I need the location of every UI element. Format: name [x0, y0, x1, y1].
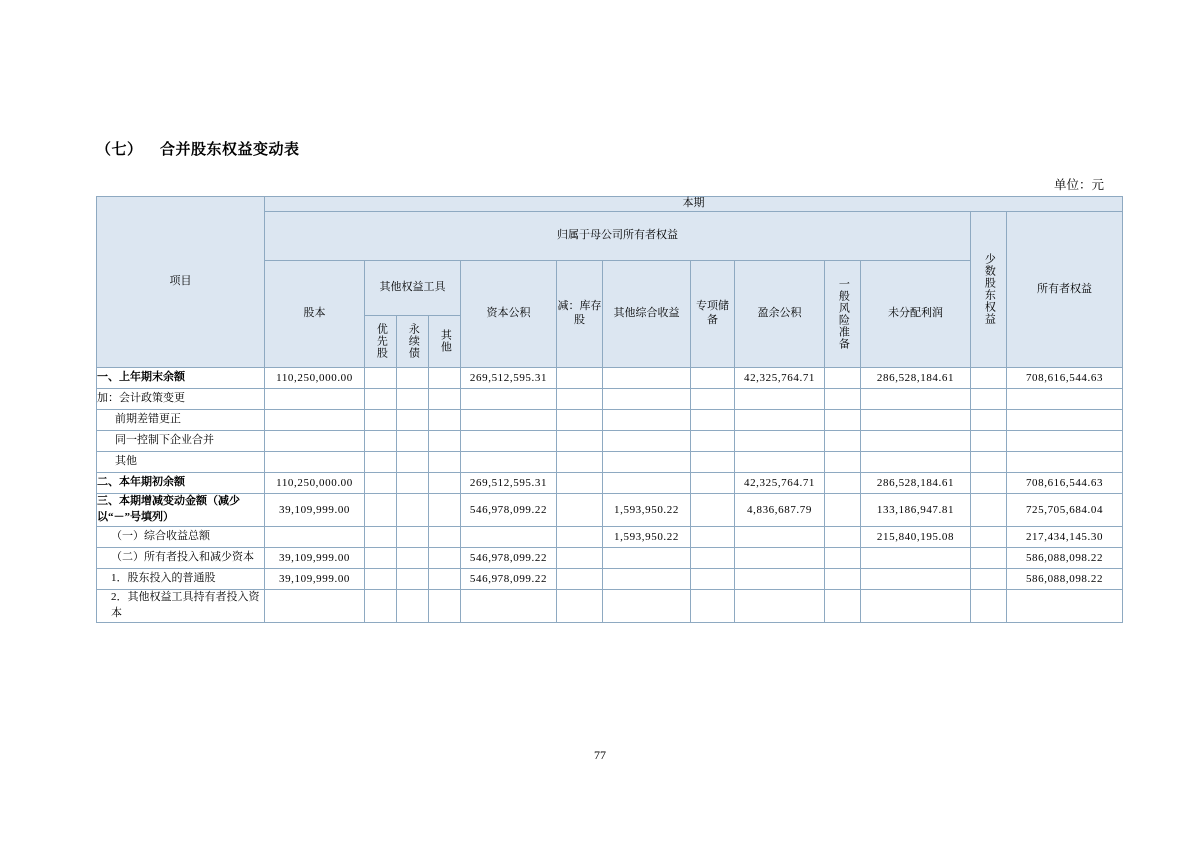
row-value: 708,616,544.63 — [1007, 368, 1123, 389]
section-number: （七） — [96, 142, 143, 158]
row-label: （一）综合收益总额 — [97, 526, 265, 547]
row-value — [825, 568, 861, 589]
row-value — [825, 431, 861, 452]
row-value — [265, 410, 365, 431]
row-value — [971, 589, 1007, 622]
row-value — [461, 526, 557, 547]
table-header — [97, 197, 1123, 368]
row-value: 546,978,099.22 — [461, 494, 557, 527]
row-label: 加：会计政策变更 — [97, 389, 265, 410]
row-value — [603, 547, 691, 568]
table-row — [97, 389, 1123, 410]
row-value — [691, 494, 735, 527]
header-preferred-shares: 优先股 — [365, 315, 397, 367]
row-value — [429, 368, 461, 389]
equity-change-table — [96, 196, 1123, 623]
row-value — [1007, 589, 1123, 622]
header-minority-interest: 少数股东权益 — [971, 211, 1007, 367]
row-label: 2．其他权益工具持有者投入资本 — [97, 589, 265, 622]
header-item: 项目 — [97, 197, 265, 368]
row-value — [603, 452, 691, 473]
row-value — [971, 410, 1007, 431]
row-value — [825, 589, 861, 622]
table-row — [97, 494, 1123, 527]
row-label: （二）所有者投入和减少资本 — [97, 547, 265, 568]
row-value: 4,836,687.79 — [735, 494, 825, 527]
row-value: 708,616,544.63 — [1007, 473, 1123, 494]
row-label: 一、上年期末余额 — [97, 368, 265, 389]
row-value: 133,186,947.81 — [861, 494, 971, 527]
row-value: 110,250,000.00 — [265, 473, 365, 494]
row-value — [429, 547, 461, 568]
row-value — [397, 368, 429, 389]
row-value — [825, 452, 861, 473]
row-value — [265, 389, 365, 410]
row-value — [429, 473, 461, 494]
row-value — [825, 368, 861, 389]
row-value — [429, 526, 461, 547]
row-value — [691, 547, 735, 568]
row-value — [691, 389, 735, 410]
row-value: 1,593,950.22 — [603, 526, 691, 547]
row-value — [557, 568, 603, 589]
row-value — [825, 389, 861, 410]
row-value — [365, 526, 397, 547]
page-number: 77 — [594, 748, 606, 762]
row-value — [971, 568, 1007, 589]
row-value — [861, 568, 971, 589]
row-value: 39,109,999.00 — [265, 568, 365, 589]
row-label: 同一控制下企业合并 — [97, 431, 265, 452]
row-value: 546,978,099.22 — [461, 547, 557, 568]
row-value — [861, 452, 971, 473]
row-value — [691, 568, 735, 589]
row-value — [365, 389, 397, 410]
row-value — [735, 389, 825, 410]
row-value: 546,978,099.22 — [461, 568, 557, 589]
row-value — [825, 547, 861, 568]
row-value — [861, 431, 971, 452]
row-value — [461, 452, 557, 473]
row-value — [265, 589, 365, 622]
row-value — [603, 431, 691, 452]
header-other-instruments: 其他 — [429, 315, 461, 367]
section-title: 合并股东权益变动表 — [160, 142, 300, 158]
row-value: 110,250,000.00 — [265, 368, 365, 389]
row-value: 269,512,595.31 — [461, 368, 557, 389]
table-row — [97, 568, 1123, 589]
row-value — [691, 589, 735, 622]
row-value: 269,512,595.31 — [461, 473, 557, 494]
header-owners-equity: 所有者权益 — [1007, 211, 1123, 367]
row-value — [557, 547, 603, 568]
table-body — [97, 368, 1123, 623]
row-value — [603, 410, 691, 431]
row-value: 39,109,999.00 — [265, 547, 365, 568]
row-value — [397, 410, 429, 431]
row-value — [971, 526, 1007, 547]
table-row — [97, 368, 1123, 389]
header-undistributed-profit: 未分配利润 — [861, 260, 971, 367]
row-value — [735, 431, 825, 452]
row-value: 286,528,184.61 — [861, 473, 971, 494]
row-label: 三、本期增减变动金额（减少以“－”号填列） — [97, 494, 265, 527]
row-value — [691, 368, 735, 389]
row-value — [365, 431, 397, 452]
row-value — [429, 410, 461, 431]
row-label: 其他 — [97, 452, 265, 473]
row-value — [557, 452, 603, 473]
row-value — [429, 389, 461, 410]
header-share-capital: 股本 — [265, 260, 365, 367]
page-title — [96, 138, 300, 159]
row-value — [735, 410, 825, 431]
header-capital-reserve: 资本公积 — [461, 260, 557, 367]
row-value — [365, 589, 397, 622]
row-value — [603, 389, 691, 410]
row-value — [397, 452, 429, 473]
row-value — [971, 494, 1007, 527]
row-value — [397, 473, 429, 494]
row-value — [397, 389, 429, 410]
row-value — [429, 589, 461, 622]
row-value — [603, 568, 691, 589]
row-value — [971, 473, 1007, 494]
row-value — [557, 589, 603, 622]
row-value — [461, 389, 557, 410]
header-row-period — [97, 197, 1123, 212]
row-value — [557, 526, 603, 547]
row-value — [825, 494, 861, 527]
row-value — [861, 589, 971, 622]
table-row — [97, 452, 1123, 473]
row-value — [461, 431, 557, 452]
row-label: 1．股东投入的普通股 — [97, 568, 265, 589]
row-value: 42,325,764.71 — [735, 368, 825, 389]
row-value — [735, 547, 825, 568]
row-value — [265, 452, 365, 473]
row-value — [429, 568, 461, 589]
row-value — [691, 473, 735, 494]
row-value — [861, 410, 971, 431]
row-label: 前期差错更正 — [97, 410, 265, 431]
row-value — [861, 389, 971, 410]
header-perpetual-bonds: 永续债 — [397, 315, 429, 367]
row-value — [971, 389, 1007, 410]
row-value — [861, 547, 971, 568]
row-value — [825, 526, 861, 547]
row-value — [1007, 389, 1123, 410]
row-value — [603, 368, 691, 389]
header-other-equity-instruments: 其他权益工具 — [365, 260, 461, 315]
table-row — [97, 473, 1123, 494]
row-value — [1007, 410, 1123, 431]
row-value — [603, 473, 691, 494]
row-value — [735, 568, 825, 589]
table-row — [97, 526, 1123, 547]
row-label: 二、本年期初余额 — [97, 473, 265, 494]
table-row — [97, 547, 1123, 568]
row-value: 42,325,764.71 — [735, 473, 825, 494]
row-value — [691, 452, 735, 473]
row-value: 39,109,999.00 — [265, 494, 365, 527]
row-value — [365, 473, 397, 494]
row-value — [735, 589, 825, 622]
row-value — [1007, 431, 1123, 452]
row-value: 586,088,098.22 — [1007, 547, 1123, 568]
unit-label: 单位：元 — [1053, 178, 1104, 192]
header-period: 本期 — [265, 197, 1123, 212]
row-value — [365, 547, 397, 568]
row-value — [429, 431, 461, 452]
header-special-reserve: 专项储备 — [691, 260, 735, 367]
row-value — [557, 389, 603, 410]
row-value — [397, 526, 429, 547]
row-value — [557, 431, 603, 452]
row-value: 215,840,195.08 — [861, 526, 971, 547]
row-value — [557, 368, 603, 389]
row-value — [365, 368, 397, 389]
row-value: 1,593,950.22 — [603, 494, 691, 527]
row-value — [365, 494, 397, 527]
row-value — [461, 589, 557, 622]
row-value: 586,088,098.22 — [1007, 568, 1123, 589]
row-value — [971, 368, 1007, 389]
row-value — [365, 568, 397, 589]
row-value — [825, 410, 861, 431]
row-value — [397, 589, 429, 622]
row-value — [735, 452, 825, 473]
row-value — [397, 494, 429, 527]
row-value — [971, 431, 1007, 452]
row-value — [603, 589, 691, 622]
row-value — [429, 452, 461, 473]
row-value — [557, 494, 603, 527]
row-value — [971, 452, 1007, 473]
row-value — [691, 526, 735, 547]
row-value — [971, 547, 1007, 568]
row-value — [735, 526, 825, 547]
row-value — [265, 526, 365, 547]
table-row — [97, 410, 1123, 431]
row-value — [397, 568, 429, 589]
header-general-risk-reserve: 一般风险准备 — [825, 260, 861, 367]
row-value: 725,705,684.04 — [1007, 494, 1123, 527]
row-value — [365, 410, 397, 431]
row-value: 217,434,145.30 — [1007, 526, 1123, 547]
row-value — [365, 452, 397, 473]
header-other-comprehensive-income: 其他综合收益 — [603, 260, 691, 367]
row-value — [265, 431, 365, 452]
header-less-treasury: 减：库存股 — [557, 260, 603, 367]
row-value — [1007, 452, 1123, 473]
row-value — [461, 410, 557, 431]
row-value — [557, 410, 603, 431]
row-value — [429, 494, 461, 527]
row-value — [397, 547, 429, 568]
table-row — [97, 431, 1123, 452]
row-value — [397, 431, 429, 452]
row-value — [557, 473, 603, 494]
row-value: 286,528,184.61 — [861, 368, 971, 389]
row-value — [691, 431, 735, 452]
header-surplus-reserve: 盈余公积 — [735, 260, 825, 367]
header-parent-equity: 归属于母公司所有者权益 — [265, 211, 971, 260]
row-value — [691, 410, 735, 431]
row-value — [825, 473, 861, 494]
table-row — [97, 589, 1123, 622]
